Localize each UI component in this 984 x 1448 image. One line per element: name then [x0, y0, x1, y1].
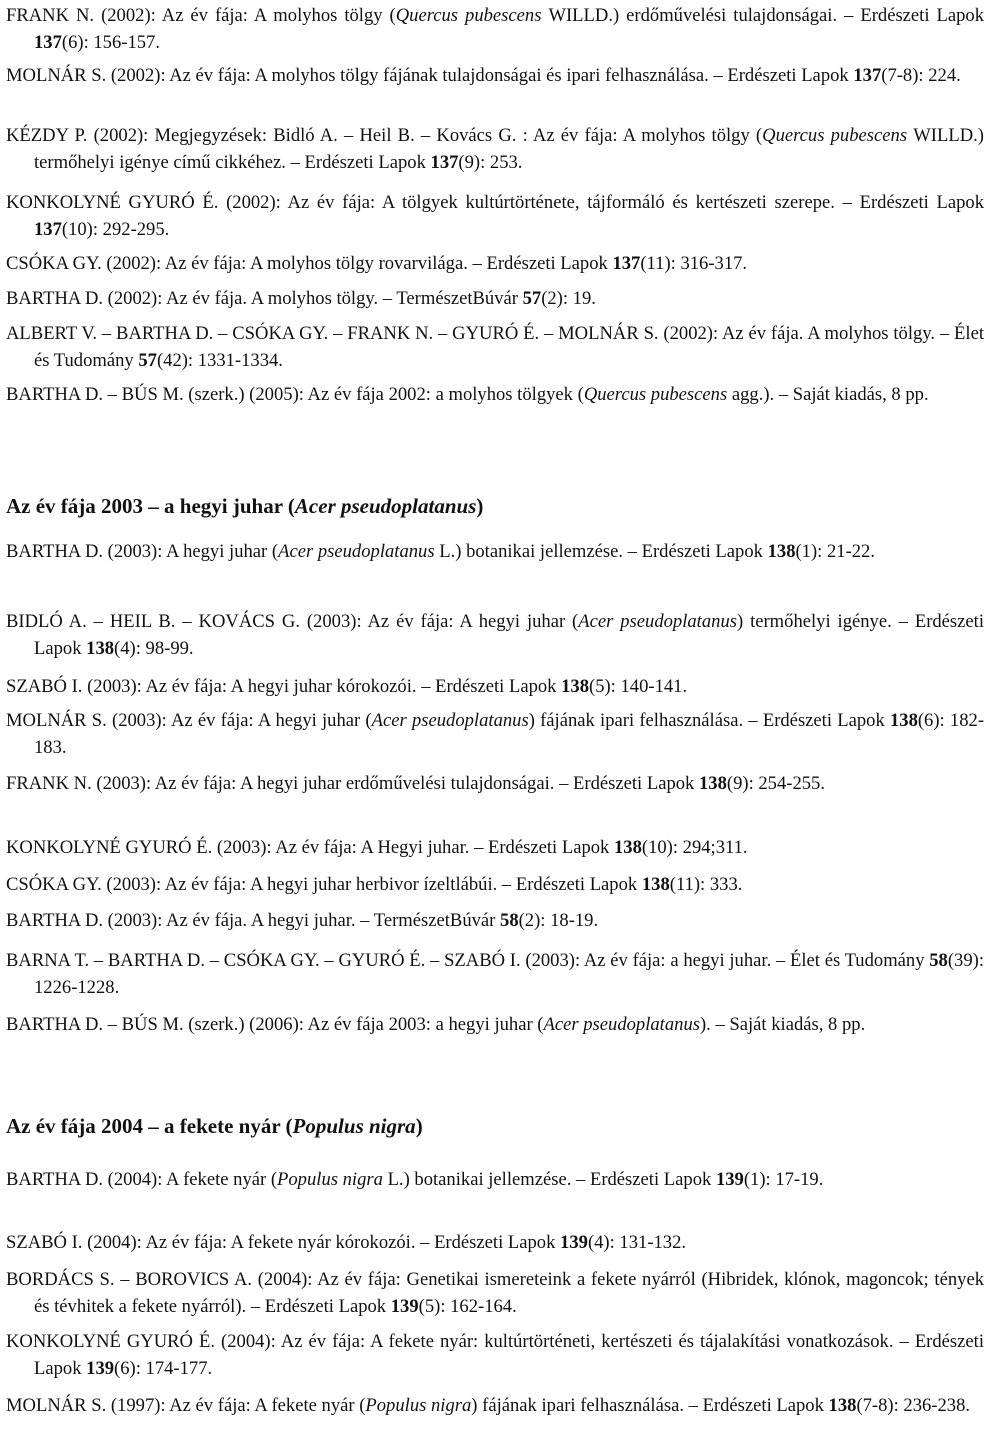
citation-text: (7-8): 224.: [881, 65, 961, 86]
citation-text: (2002): Az év fája: A molyhos tölgy (: [94, 5, 396, 26]
citation-text: L.) botanikai jellemzése. – Erdészeti Lapok: [434, 541, 768, 562]
authors: WILLD.: [548, 5, 613, 26]
authors: KÉZDY P.: [6, 125, 88, 146]
reference-entry: [6, 320, 984, 374]
scientific-name: Quercus pubescens: [762, 125, 908, 146]
citation-text: (2003): Az év fája: A hegyi juhar herbivor ízeltlábúi. – Erdészeti Lapok: [101, 874, 642, 895]
citation-text: Az év fája 2003 – a hegyi juhar (: [6, 494, 295, 518]
authors: BARTHA D.: [6, 288, 104, 309]
reference-entry: [6, 285, 984, 312]
reference-entry: [6, 538, 984, 565]
authors: FRANK N.: [6, 5, 95, 26]
volume-number: 137: [34, 32, 62, 53]
reference-entry: [6, 2, 984, 56]
citation-text: (2003): Az év fája. A hegyi juhar. – TermészetBúvár: [103, 910, 501, 931]
authors: CSÓKA GY.: [6, 253, 102, 274]
citation-text: (2003): Az év fája: A hegyi juhar kórokozói. – Erdészeti Lapok: [82, 676, 562, 697]
volume-number: 137: [430, 152, 459, 173]
scientific-name: Populus nigra: [277, 1169, 383, 1190]
volume-number: 137: [853, 65, 882, 86]
scientific-name: Quercus pubescens: [583, 384, 728, 405]
citation-text: (2002): Megjegyzések: Bidló A. – Heil B. – Kovács G. : Az év fája: A molyhos tölgy (: [87, 125, 763, 146]
authors: MOLNÁR S.: [6, 1395, 107, 1416]
citation-text: (2002): Az év fája: A tölgyek kultúrtörténete, tájformáló és kertészeti szerepe. – Erdészeti Lapok: [218, 192, 984, 213]
authors: FRANK N.: [6, 773, 92, 794]
volume-number: 138: [561, 676, 589, 697]
volume-number: 138: [699, 773, 727, 794]
citation-text: (7-8): 236-238.: [856, 1395, 971, 1416]
volume-number: 139: [86, 1358, 115, 1379]
citation-text: (10): 292-295.: [61, 219, 170, 240]
scientific-name: Populus nigra: [365, 1395, 472, 1416]
authors: BORDÁCS S. – BOROVICS A.: [6, 1269, 253, 1290]
reference-entry: [6, 250, 984, 277]
reference-entry: [6, 907, 984, 934]
authors: BARTHA D.: [6, 541, 104, 562]
volume-number: 57: [522, 288, 542, 309]
authors: BARNA T. – BARTHA D. – CSÓKA GY. – GYURÓ É. – SZABÓ I.: [6, 950, 521, 971]
citation-text: (39): 1226-1228.: [34, 950, 984, 998]
volume-number: 139: [390, 1296, 419, 1317]
authors: MOLNÁR S.: [6, 710, 107, 731]
scientific-name: Acer pseudoplatanus: [371, 710, 529, 731]
citation-text: (2003): Az év fája: A hegyi juhar (: [106, 710, 372, 731]
authors: KONKOLYNÉ GYURÓ É.: [6, 837, 213, 858]
section-heading: [6, 1112, 956, 1140]
volume-number: 58: [929, 950, 948, 971]
volume-number: 57: [138, 350, 157, 371]
reference-entry: [6, 947, 984, 1001]
citation-text: (9): 254-255.: [726, 773, 826, 794]
volume-number: 138: [767, 541, 796, 562]
citation-text: ): [476, 494, 484, 518]
authors: BARTHA D.: [6, 910, 104, 931]
citation-text: (6): 174-177.: [114, 1358, 213, 1379]
reference-entry: [6, 189, 984, 243]
citation-text: (2002): Az év fája. A molyhos tölgy. – Élet és Tudomány: [34, 323, 984, 371]
citation-text: (6): 182-183.: [34, 710, 984, 758]
citation-text: (11): 333.: [669, 874, 743, 895]
volume-number: 138: [828, 1395, 857, 1416]
citation-text: (2003): Az év fája: a hegyi juhar. – Élet és Tudomány: [520, 950, 930, 971]
scientific-name: Acer pseudoplatanus: [294, 494, 477, 518]
volume-number: 138: [86, 638, 115, 659]
citation-text: (4): 98-99.: [114, 638, 194, 659]
citation-text: L.) botanikai jellemzése. – Erdészeti Lapok: [382, 1169, 716, 1190]
authors: ALBERT V. – BARTHA D. – CSÓKA GY. – FRANK N. – GYURÓ É. – MOLNÁR S.: [6, 323, 659, 344]
authors: SZABÓ I.: [6, 676, 83, 697]
citation-text: (2004): Az év fája: A fekete nyár kórokozói. – Erdészeti Lapok: [82, 1232, 561, 1253]
citation-text: (2003): Az év fája: A Hegyi juhar. – Erdészeti Lapok: [212, 837, 614, 858]
volume-number: 137: [34, 219, 62, 240]
volume-number: 138: [889, 710, 918, 731]
citation-text: ) fájának ipari felhasználása. – Erdészeti Lapok: [528, 710, 890, 731]
section-heading: [6, 492, 956, 520]
volume-number: 58: [500, 910, 519, 931]
reference-entry: [6, 608, 984, 662]
reference-entry: [6, 1166, 984, 1193]
citation-text: (1): 17-19.: [743, 1169, 824, 1190]
citation-text: (2002): Az év fája: A molyhos tölgy rovarvilága. – Erdészeti Lapok: [101, 253, 613, 274]
scientific-name: Quercus pubescens: [395, 5, 542, 26]
citation-text: ) fájának ipari felhasználása. – Erdészeti Lapok: [471, 1395, 829, 1416]
authors: BIDLÓ A. – HEIL B. – KOVÁCS G.: [6, 611, 300, 632]
reference-entry: [6, 770, 984, 797]
citation-text: (2004): A fekete nyár (: [103, 1169, 278, 1190]
citation-text: (2): 19.: [541, 288, 596, 309]
authors: WILLD.: [913, 125, 978, 146]
citation-text: (4): 131-132.: [587, 1232, 687, 1253]
citation-text: (szerk.) (2006): Az év fája 2003: a hegyi juhar (: [183, 1014, 544, 1035]
authors: KONKOLYNÉ GYURÓ É.: [6, 1331, 216, 1352]
authors: SZABÓ I.: [6, 1232, 83, 1253]
reference-entry: [6, 62, 984, 89]
citation-text: (11): 316-317.: [640, 253, 748, 274]
scientific-name: Acer pseudoplatanus: [278, 541, 435, 562]
reference-entry: [6, 871, 984, 898]
citation-text: (1): 21-22.: [795, 541, 876, 562]
volume-number: 138: [641, 874, 670, 895]
authors: BARTHA D. – BÚS M.: [6, 1014, 184, 1035]
reference-entry: [6, 381, 984, 408]
scientific-name: Populus nigra: [292, 1114, 416, 1138]
citation-text: (6): 156-157.: [61, 32, 161, 53]
reference-entry: [6, 834, 984, 861]
reference-entry: [6, 1328, 984, 1382]
citation-text: (2002): Az év fája. A molyhos tölgy. – TermészetBúvár: [103, 288, 523, 309]
citation-text: agg.). – Saját kiadás, 8 pp.: [727, 384, 929, 405]
reference-entry: [6, 673, 984, 700]
reference-entry: [6, 1266, 984, 1320]
reference-entry: [6, 1011, 984, 1038]
citation-text: Az év fája 2004 – a fekete nyár (: [6, 1114, 293, 1138]
volume-number: 139: [715, 1169, 744, 1190]
citation-text: (2): 18-19.: [518, 910, 599, 931]
citation-text: (2003): Az év fája: A hegyi juhar erdőművelési tulajdonságai. – Erdészeti Lapok: [91, 773, 699, 794]
reference-entry: [6, 122, 984, 176]
authors: BARTHA D.: [6, 1169, 104, 1190]
reference-entry: [6, 1229, 984, 1256]
citation-text: ) termőhelyi igénye. – Erdészeti Lapok: [34, 611, 984, 659]
citation-text: ) termőhelyi igénye című cikkéhez. – Erdészeti Lapok: [34, 125, 984, 173]
citation-text: (5): 140-141.: [589, 676, 688, 697]
citation-text: (1997): Az év fája: A fekete nyár (: [106, 1395, 366, 1416]
volume-number: 137: [612, 253, 641, 274]
citation-text: (10): 294;311.: [641, 837, 748, 858]
authors: BARTHA D. – BÚS M.: [6, 384, 184, 405]
citation-text: (2004): Az év fája: Genetikai ismereteink a fekete nyárról (Hibridek, klónok, magoncok; tények és tévhitek a fekete nyárról). – Erdészeti Lapok: [34, 1269, 984, 1317]
citation-text: ): [415, 1114, 423, 1138]
citation-text: (2004): Az év fája: A fekete nyár: kultúrtörténeti, kertészeti és tájalakítási vonatkozások. – Erdészeti Lapok: [34, 1331, 984, 1379]
citation-text: (2003): Az év fája: A hegyi juhar (: [299, 611, 579, 632]
volume-number: 139: [560, 1232, 588, 1253]
reference-entry: [6, 1392, 984, 1419]
reference-entry: [6, 707, 984, 761]
citation-text: (2002): Az év fája: A molyhos tölgy fájának tulajdonságai és ipari felhasználása. – Erdészeti Lapok: [106, 65, 854, 86]
volume-number: 138: [613, 837, 642, 858]
scientific-name: Acer pseudoplatanus: [578, 611, 737, 632]
citation-text: (9): 253.: [458, 152, 523, 173]
authors: CSÓKA GY.: [6, 874, 102, 895]
citation-text: (5): 162-164.: [418, 1296, 517, 1317]
citation-text: (szerk.) (2005): Az év fája 2002: a molyhos tölgyek (: [183, 384, 584, 405]
citation-text: (2003): A hegyi juhar (: [103, 541, 279, 562]
authors: KONKOLYNÉ GYURÓ É.: [6, 192, 219, 213]
citation-text: ). – Saját kiadás, 8 pp.: [699, 1014, 866, 1035]
citation-text: ) erdőművelési tulajdonságai. – Erdészeti Lapok: [612, 5, 984, 26]
authors: MOLNÁR S.: [6, 65, 107, 86]
scientific-name: Acer pseudoplatanus: [543, 1014, 700, 1035]
citation-text: (42): 1331-1334.: [156, 350, 283, 371]
